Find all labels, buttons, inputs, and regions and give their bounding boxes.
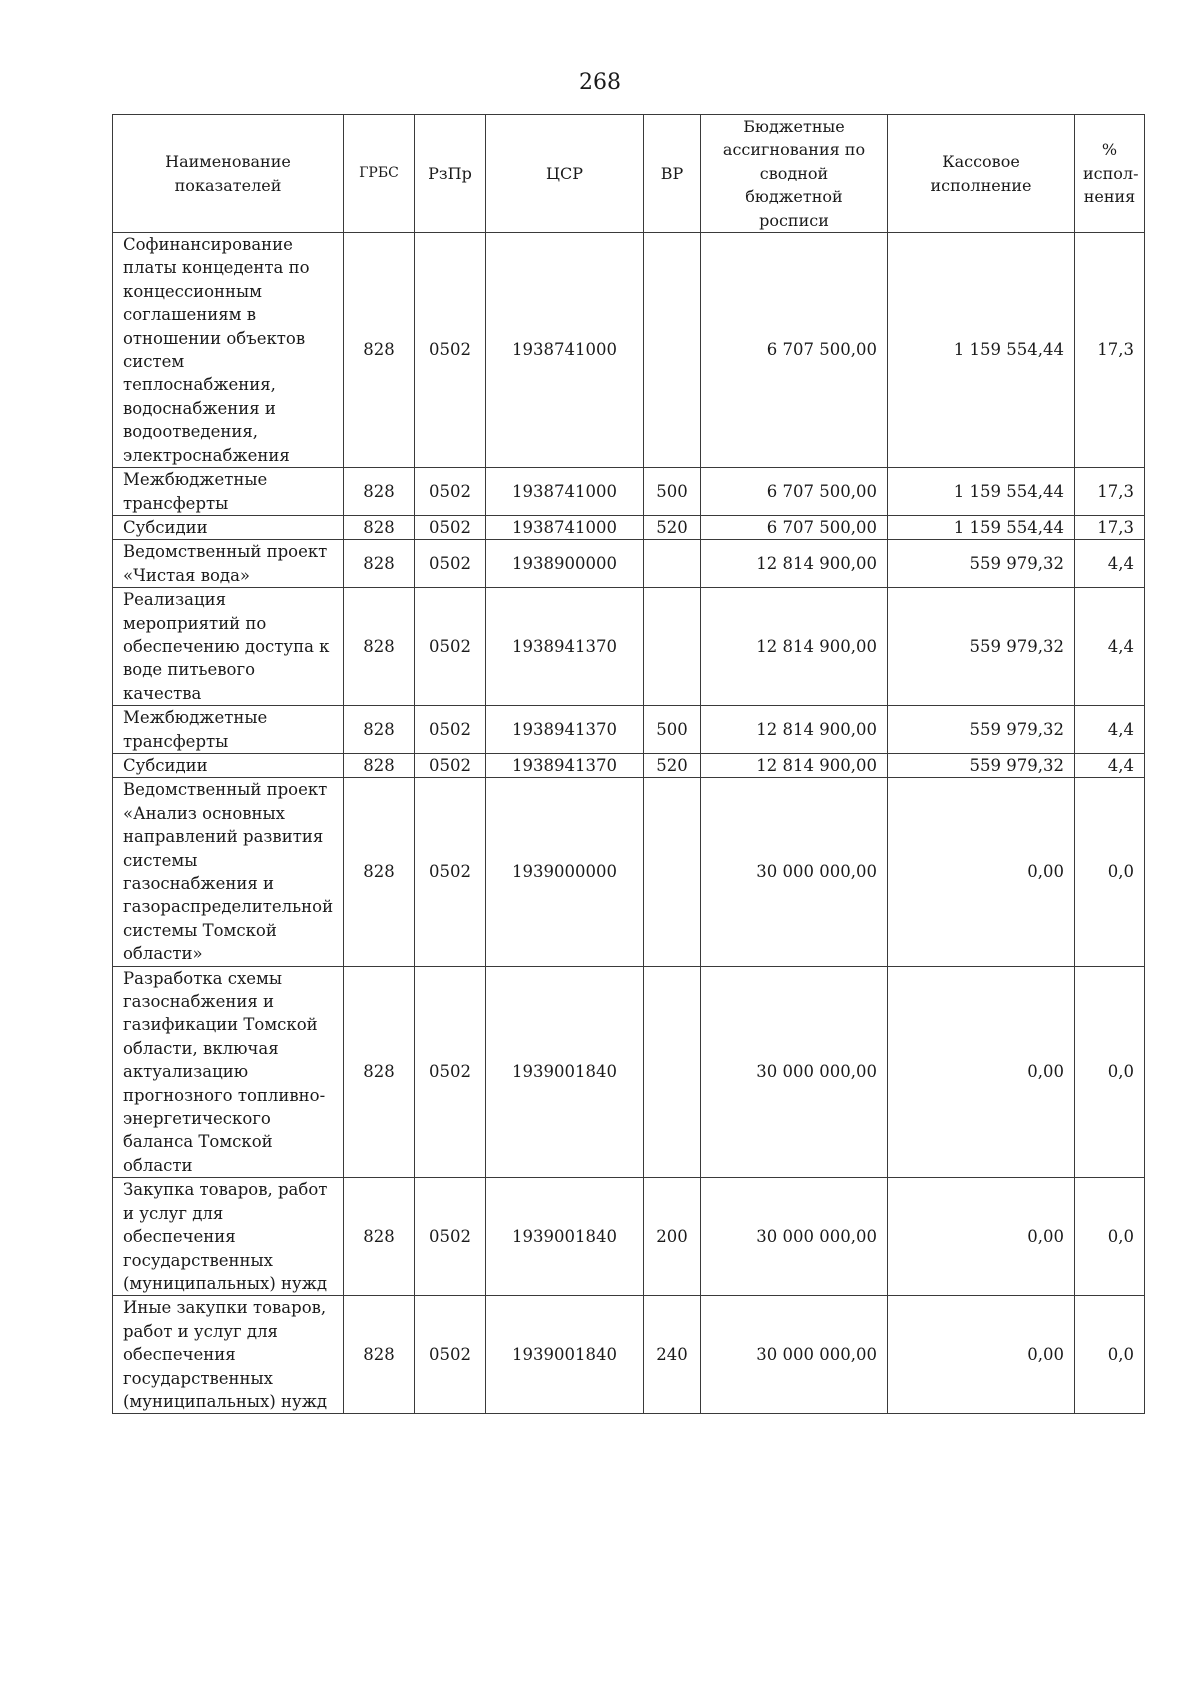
row-assignments: 12 814 900,00 (701, 588, 888, 706)
row-vr: 520 (644, 515, 701, 539)
row-assignments: 12 814 900,00 (701, 753, 888, 777)
row-csr: 1938900000 (486, 540, 644, 588)
row-assignments: 30 000 000,00 (701, 1178, 888, 1296)
header-csr: ЦСР (486, 115, 644, 233)
row-cash-execution: 0,00 (888, 1178, 1075, 1296)
row-percent: 0,0 (1075, 966, 1145, 1178)
row-percent: 0,0 (1075, 778, 1145, 966)
row-name: Ведомственный проект «Анализ основных направлений развития системы газоснабжения и газораспределительной системы Томской области» (113, 778, 344, 966)
row-percent: 0,0 (1075, 1178, 1145, 1296)
budget-table (112, 114, 1145, 1414)
row-cash-execution: 0,00 (888, 778, 1075, 966)
row-rzpr: 0502 (415, 1178, 486, 1296)
row-csr: 1938941370 (486, 753, 644, 777)
row-name: Разработка схемы газоснабжения и газификации Томской области, включая актуализацию прогнозного топливно-энергетического баланса Томской области (113, 966, 344, 1178)
row-cash-execution: 559 979,32 (888, 706, 1075, 754)
row-vr (644, 966, 701, 1178)
table-row (113, 588, 1145, 706)
row-name: Софинансирование платы концедента по концессионным соглашениям в отношении объектов систем теплоснабжения, водоснабжения и водоотведения, электроснабжения (113, 233, 344, 468)
row-rzpr: 0502 (415, 778, 486, 966)
row-rzpr: 0502 (415, 515, 486, 539)
row-cash-execution: 559 979,32 (888, 753, 1075, 777)
row-grbs: 828 (344, 778, 415, 966)
row-name: Межбюджетные трансферты (113, 706, 344, 754)
row-grbs: 828 (344, 1296, 415, 1414)
row-csr: 1938741000 (486, 233, 644, 468)
row-rzpr: 0502 (415, 706, 486, 754)
table-row (113, 540, 1145, 588)
row-assignments: 12 814 900,00 (701, 706, 888, 754)
row-rzpr: 0502 (415, 1296, 486, 1414)
row-cash-execution: 1 159 554,44 (888, 468, 1075, 516)
row-name: Закупка товаров, работ и услуг для обеспечения государственных (муниципальных) нужд (113, 1178, 344, 1296)
row-rzpr: 0502 (415, 233, 486, 468)
row-name: Субсидии (113, 515, 344, 539)
row-grbs: 828 (344, 588, 415, 706)
row-rzpr: 0502 (415, 966, 486, 1178)
table-row (113, 515, 1145, 539)
row-csr: 1939001840 (486, 966, 644, 1178)
table-row (113, 468, 1145, 516)
row-name: Субсидии (113, 753, 344, 777)
row-grbs: 828 (344, 966, 415, 1178)
row-assignments: 6 707 500,00 (701, 468, 888, 516)
row-percent: 4,4 (1075, 753, 1145, 777)
row-assignments: 6 707 500,00 (701, 515, 888, 539)
table-row (113, 706, 1145, 754)
row-csr: 1939001840 (486, 1178, 644, 1296)
row-assignments: 30 000 000,00 (701, 966, 888, 1178)
row-percent: 4,4 (1075, 588, 1145, 706)
row-vr (644, 540, 701, 588)
row-csr: 1938741000 (486, 515, 644, 539)
row-vr: 500 (644, 706, 701, 754)
table-header-row (113, 115, 1145, 233)
row-cash-execution: 559 979,32 (888, 588, 1075, 706)
row-grbs: 828 (344, 233, 415, 468)
header-percent-execution: % испол-нения (1075, 115, 1145, 233)
row-assignments: 12 814 900,00 (701, 540, 888, 588)
header-cash-execution: Кассовое исполнение (888, 115, 1075, 233)
row-grbs: 828 (344, 753, 415, 777)
header-rzpr: РзПр (415, 115, 486, 233)
row-cash-execution: 0,00 (888, 1296, 1075, 1414)
row-assignments: 30 000 000,00 (701, 1296, 888, 1414)
row-vr: 500 (644, 468, 701, 516)
row-rzpr: 0502 (415, 753, 486, 777)
table-row (113, 753, 1145, 777)
table-row (113, 778, 1145, 966)
header-assignments: Бюджетные ассигнования по сводной бюджетной росписи (701, 115, 888, 233)
row-rzpr: 0502 (415, 588, 486, 706)
row-name: Реализация мероприятий по обеспечению доступа к воде питьевого качества (113, 588, 344, 706)
row-rzpr: 0502 (415, 540, 486, 588)
row-csr: 1939000000 (486, 778, 644, 966)
row-name: Иные закупки товаров, работ и услуг для обеспечения государственных (муниципальных) нужд (113, 1296, 344, 1414)
table-row (113, 233, 1145, 468)
row-cash-execution: 1 159 554,44 (888, 515, 1075, 539)
row-vr (644, 588, 701, 706)
row-percent: 4,4 (1075, 540, 1145, 588)
row-csr: 1938941370 (486, 588, 644, 706)
row-grbs: 828 (344, 468, 415, 516)
row-percent: 4,4 (1075, 706, 1145, 754)
table-row (113, 966, 1145, 1178)
row-vr: 200 (644, 1178, 701, 1296)
row-csr: 1938941370 (486, 706, 644, 754)
table-row (113, 1296, 1145, 1414)
row-percent: 17,3 (1075, 515, 1145, 539)
row-assignments: 30 000 000,00 (701, 778, 888, 966)
row-cash-execution: 0,00 (888, 966, 1075, 1178)
header-vr: ВР (644, 115, 701, 233)
row-percent: 17,3 (1075, 468, 1145, 516)
header-name: Наименование показателей (113, 115, 344, 233)
row-rzpr: 0502 (415, 468, 486, 516)
row-name: Межбюджетные трансферты (113, 468, 344, 516)
row-vr: 520 (644, 753, 701, 777)
header-grbs: ГРБС (344, 115, 415, 233)
row-assignments: 6 707 500,00 (701, 233, 888, 468)
row-name: Ведомственный проект «Чистая вода» (113, 540, 344, 588)
row-percent: 0,0 (1075, 1296, 1145, 1414)
row-cash-execution: 559 979,32 (888, 540, 1075, 588)
row-percent: 17,3 (1075, 233, 1145, 468)
row-csr: 1938741000 (486, 468, 644, 516)
row-csr: 1939001840 (486, 1296, 644, 1414)
row-cash-execution: 1 159 554,44 (888, 233, 1075, 468)
row-vr (644, 778, 701, 966)
page-number: 268 (579, 70, 621, 95)
table-row (113, 1178, 1145, 1296)
row-vr: 240 (644, 1296, 701, 1414)
row-grbs: 828 (344, 515, 415, 539)
row-vr (644, 233, 701, 468)
row-grbs: 828 (344, 1178, 415, 1296)
row-grbs: 828 (344, 540, 415, 588)
row-grbs: 828 (344, 706, 415, 754)
